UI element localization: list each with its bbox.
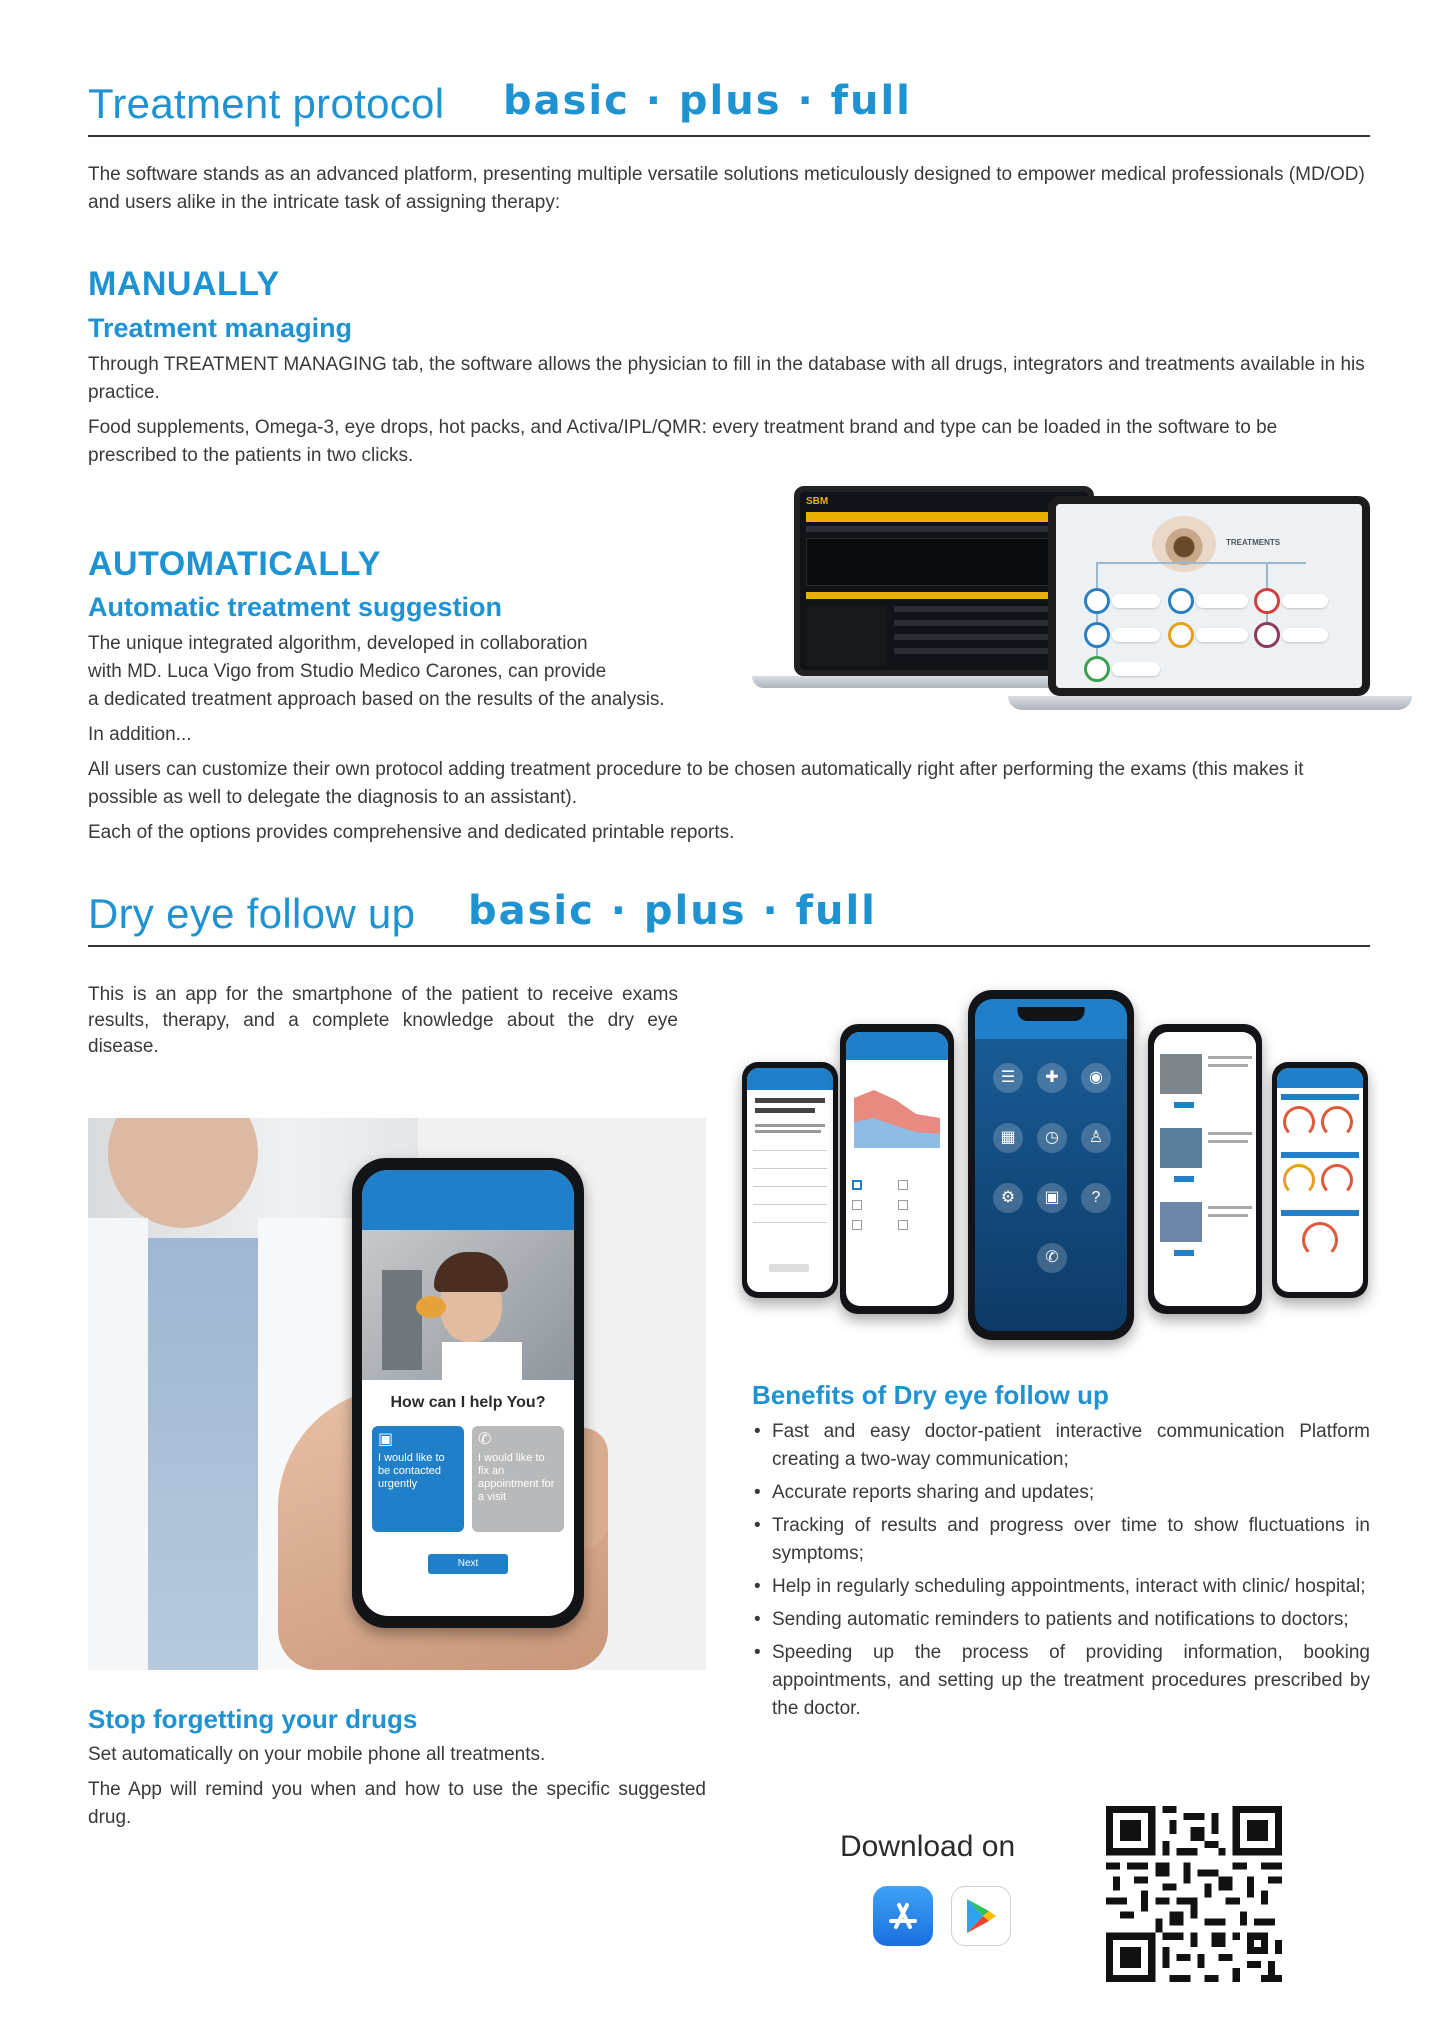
light-laptop-screen — [1048, 496, 1370, 696]
dark-app-toolbar — [806, 512, 1082, 522]
subheading-stop-forgetting: Stop forgetting your drugs — [88, 1704, 418, 1734]
reminder-icon[interactable]: ◷ — [1037, 1123, 1067, 1153]
symptom-chart-thumbnail — [854, 1078, 940, 1148]
tier-badges-dry-eye: basic · plus · full — [468, 888, 877, 934]
help-icon[interactable]: ? — [1081, 1183, 1111, 1213]
benefit-item: • Sending automatic reminders to patients and notifications to doctors; — [752, 1606, 1370, 1634]
benefit-item: • Speeding up the process of providing information, booking appointments, and setting up the treatment procedures prescribed by the doctor. — [752, 1639, 1370, 1723]
heading-manually: MANUALLY — [88, 265, 280, 303]
treatments-label: TREATMENTS — [1226, 538, 1281, 547]
subheading-automatic-suggestion: Automatic treatment suggestion — [88, 592, 503, 622]
treatments-icon[interactable]: ✚ — [1037, 1063, 1067, 1093]
hand-phone — [352, 1158, 584, 1628]
symptoms-icon[interactable]: ◉ — [1081, 1063, 1111, 1093]
light-laptop-base — [1008, 696, 1412, 710]
section-divider — [88, 135, 1370, 137]
benefit-item: • Help in regularly scheduling appointments, interact with clinic/ hospital; — [752, 1573, 1370, 1601]
app-header-bar — [362, 1170, 574, 1230]
benefit-item: • Fast and easy doctor-patient interactive communication Platform creating a two-way communication; — [752, 1418, 1370, 1474]
app-phone-questionnaire — [742, 1062, 838, 1298]
setup-gear-icon[interactable]: ⚙ — [993, 1183, 1023, 1213]
app-store-icon[interactable] — [873, 1886, 933, 1946]
doctor-hand-phone-image — [88, 1118, 706, 1670]
calendar-check-icon: ▣ — [378, 1431, 394, 1448]
app-phone-results — [1148, 1024, 1262, 1314]
benefit-item: • Accurate reports sharing and updates; — [752, 1479, 1370, 1507]
option-appointment-label: I would like to fix an appointment for a visit — [478, 1452, 555, 1503]
google-play-icon[interactable] — [951, 1886, 1011, 1946]
phone-call-icon: ✆ — [478, 1431, 492, 1448]
contact-phone-icon[interactable]: ✆ — [1037, 1243, 1067, 1273]
option-contact-label: I would like to be contacted urgently — [378, 1452, 445, 1490]
app-phone-chart — [840, 1024, 954, 1314]
dry-eye-info-icon[interactable]: ♙ — [1081, 1123, 1111, 1153]
stop-paragraph-2: The App will remind you when and how to use the specific suggested drug. — [88, 1779, 706, 1828]
benefit-item: • Tracking of results and progress over time to show fluctuations in symptoms; — [752, 1512, 1370, 1568]
app-phone-menu — [968, 990, 1134, 1340]
subheading-treatment-managing: Treatment managing — [88, 313, 353, 343]
download-on-label: Download on — [840, 1830, 1016, 1863]
app-phones-illustration — [740, 984, 1370, 1344]
automatically-paragraph-1-line3: a dedicated treatment approach based on the results of the analysis. — [88, 689, 665, 710]
privacy-lock-icon[interactable]: ▣ — [1037, 1183, 1067, 1213]
laptops-illustration — [752, 482, 1412, 722]
option-contact-urgently[interactable] — [372, 1426, 464, 1532]
qr-code — [1106, 1806, 1282, 1982]
subheading-benefits: Benefits of Dry eye follow up — [752, 1380, 1109, 1410]
manually-paragraph-1: Through TREATMENT MANAGING tab, the software allows the physician to fill in the database with all drugs, integrators and treatments available in his practice. — [88, 354, 1365, 403]
automatically-paragraph-1-line2: with MD. Luca Vigo from Studio Medico Carones, can provide — [88, 661, 607, 682]
automatically-paragraph-1-line1: The unique integrated algorithm, developed in collaboration — [88, 633, 588, 654]
calendar-icon[interactable]: ▦ — [993, 1123, 1023, 1153]
intro-paragraph: The software stands as an advanced platform, presenting multiple versatile solutions meticulously designed to empower medical professionals (MD/OD) and users alike in the intricate task of assigning therapy: — [88, 164, 1365, 213]
benefits-list — [752, 1418, 1370, 1728]
manually-paragraph-2: Food supplements, Omega-3, eye drops, hot packs, and Activa/IPL/QMR: every treatment brand and type can be loaded in the software to be prescribed to the patients in two clicks. — [88, 417, 1278, 466]
eye-exam-photo — [362, 1230, 574, 1380]
section-title-dry-eye: Dry eye follow up — [88, 890, 416, 937]
app-phone-gauges — [1272, 1062, 1368, 1298]
automatically-paragraph-4: Each of the options provides comprehensive and dedicated printable reports. — [88, 822, 735, 843]
automatically-paragraph-3: All users can customize their own protocol adding treatment procedure to be chosen automatically right after performing the exams (this makes it possible as well to delegate the diagnosis to an assistant). — [88, 759, 1304, 808]
help-question: How can I help You? — [390, 1394, 546, 1411]
sbm-logo: SBM — [806, 496, 829, 507]
dry-eye-intro: This is an app for the smartphone of the patient to receive exams results, therapy, and a complete knowledge about the dry eye disease. — [88, 984, 678, 1057]
heading-automatically: AUTOMATICALLY — [88, 545, 381, 583]
tier-badges-treatment: basic · plus · full — [503, 78, 912, 124]
exams-icon[interactable]: ☰ — [993, 1063, 1023, 1093]
section-title-treatment-protocol: Treatment protocol — [88, 80, 445, 127]
automatically-paragraph-2: In addition... — [88, 724, 192, 745]
next-button[interactable]: Next — [428, 1554, 508, 1574]
section-divider — [88, 945, 1370, 947]
option-fix-appointment[interactable] — [472, 1426, 564, 1532]
stop-paragraph-1: Set automatically on your mobile phone all treatments. — [88, 1744, 546, 1765]
